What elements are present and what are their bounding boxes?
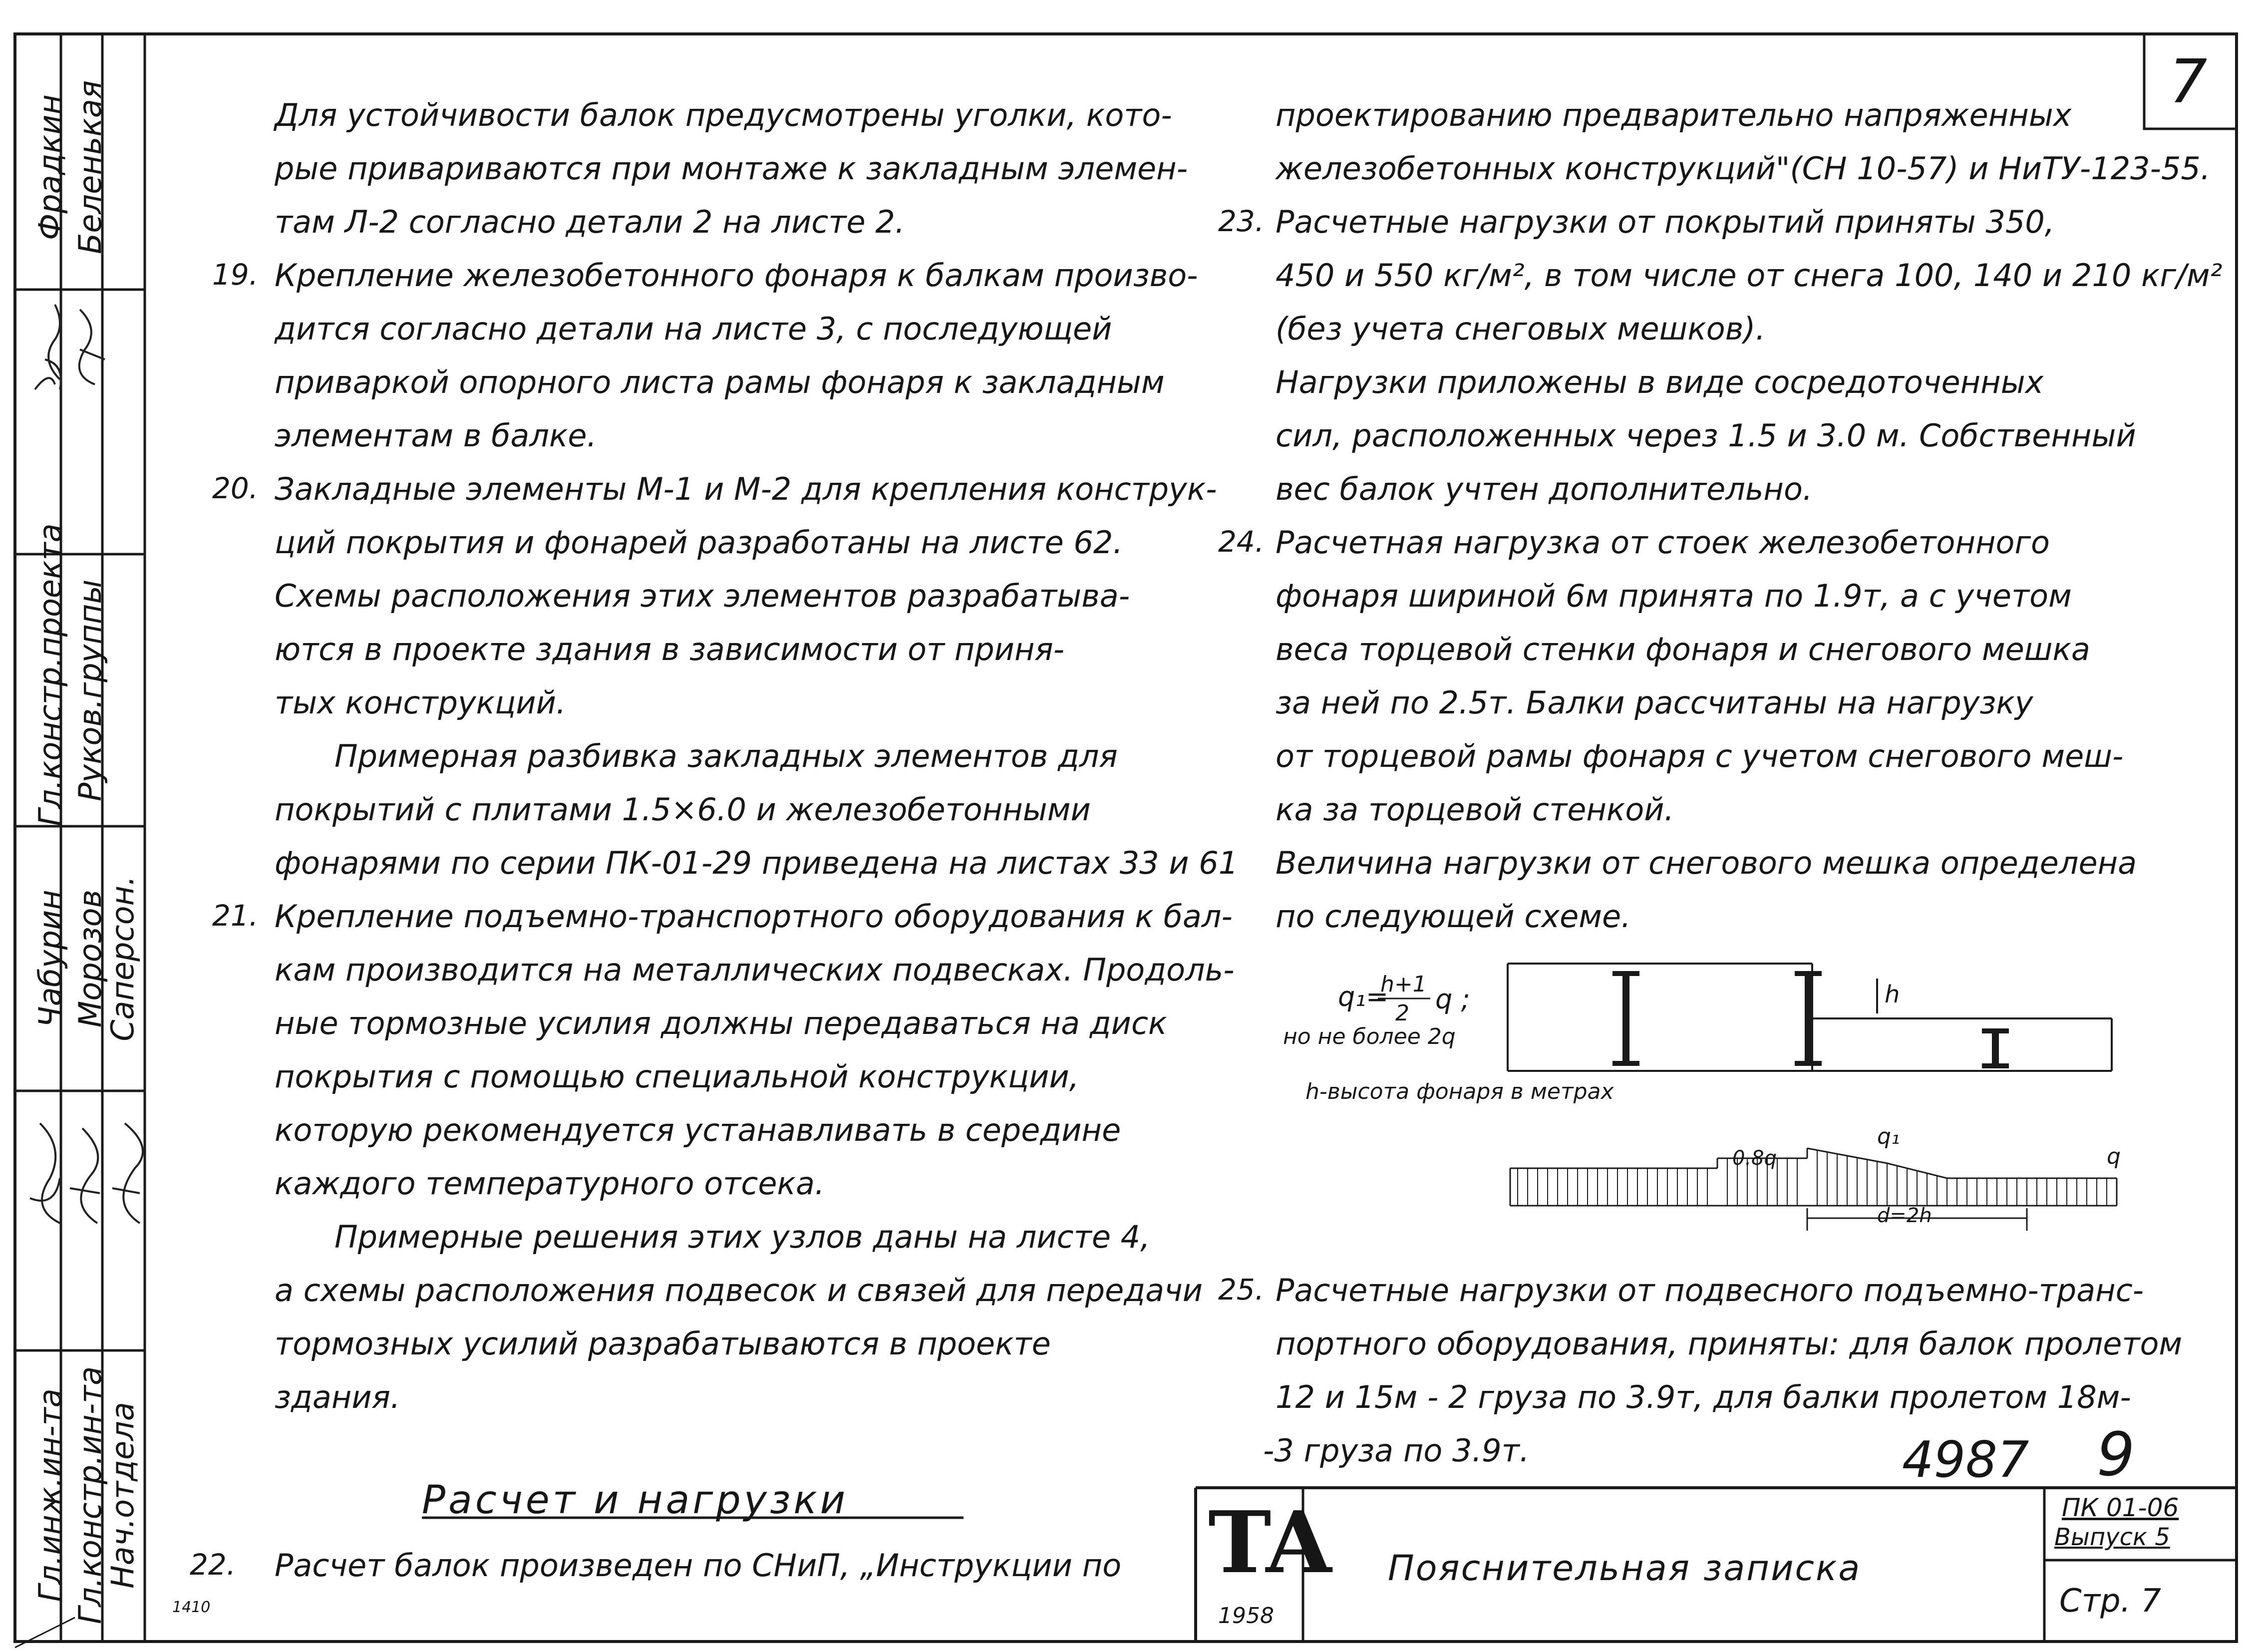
right-line: (без учета снеговых мешков). [1276, 311, 1766, 347]
left-line: дится согласно детали на листе 3, с последующей [275, 311, 1112, 347]
dimension-label: d=2h [1877, 1204, 1932, 1227]
stamp-name-morozov: Морозов [72, 889, 108, 1028]
height-label: h [1885, 981, 1900, 1008]
left-line: элементам в балке. [275, 417, 597, 454]
logo-year: 1958 [1218, 1603, 1274, 1629]
right-line: 450 и 550 кг/м², в том числе от снега 100, 140 и 210 кг/м² [1276, 257, 2223, 294]
stamp-name-saperson: Саперсон. [104, 876, 141, 1041]
item22-text: Расчет балок произведен по СНиП, „Инструкции по [275, 1547, 1122, 1584]
right-line: за ней по 2.5т. Балки рассчитаны на нагрузку [1276, 684, 2033, 721]
issue-number: Выпуск 5 [2054, 1523, 2170, 1551]
item-number-23: 23. [1218, 204, 1265, 238]
right-line: Расчетная нагрузка от стоек железобетонного [1276, 524, 2050, 561]
left-line: Для устойчивости балок предусмотрены уголки, кото- [275, 97, 1172, 133]
left-line: тых конструкций. [275, 684, 566, 721]
stamp-name-fradkin: Фрадкин [32, 94, 68, 240]
left-line: Схемы расположения этих элементов разрабатыва- [275, 578, 1130, 614]
right-line: по следующей схеме. [1276, 898, 1631, 935]
left-line: рые привариваются при монтаже к закладным элемен- [275, 150, 1188, 187]
right-line: веса торцевой стенки фонаря и снегового мешка [1276, 631, 2090, 667]
formula-lhs: q₁= [1338, 981, 1389, 1012]
item-number-21: 21. [212, 899, 259, 933]
stamp-role-chief-constructor: Гл.констр.ин-та [72, 1366, 108, 1625]
formula-rhs: q ; [1435, 984, 1470, 1015]
item25-line: 12 и 15м - 2 груза по 3.9т, для балки пролетом 18м- [1276, 1379, 2131, 1415]
item25-line: Расчетные нагрузки от подвесного подъемно-транс- [1276, 1272, 2144, 1309]
left-line: а схемы расположения подвесок и связей для передачи [275, 1272, 1203, 1309]
item25-line: -3 груза по 3.9т. [1263, 1432, 1530, 1469]
right-line: проектированию предварительно напряженных [1276, 97, 2072, 133]
left-line: Примерные решения этих узлов даны на листе 4, [334, 1219, 1150, 1255]
left-line: ные тормозные усилия должны передаваться на диск [275, 1005, 1167, 1041]
left-line: ются в проекте здания в зависимости от приня- [275, 631, 1065, 667]
corner-mark: 1410 [172, 1599, 211, 1616]
left-line: которую рекомендуется устанавливать в середине [275, 1112, 1121, 1148]
load-label-q: q [2107, 1144, 2121, 1169]
formula-denominator: 2 [1395, 1000, 1409, 1026]
right-line: ка за торцевой стенкой. [1276, 791, 1674, 828]
item-number-24: 24. [1218, 525, 1265, 559]
left-line: Крепление железобетонного фонаря к балкам произво- [275, 257, 1198, 294]
left-line: приваркой опорного листа рамы фонаря к закладным [275, 364, 1165, 400]
stamp-role-chief-designer: Гл.констр.проекта [32, 523, 68, 826]
item-number-25: 25. [1218, 1273, 1265, 1307]
formula-note: но не более 2q [1283, 1024, 1456, 1049]
stamp-name-chaburin: Чабурин [32, 890, 68, 1027]
load-label-08q: 0.8q [1732, 1147, 1777, 1170]
left-line: фонарями по серии ПК-01-29 приведена на листах 33 и 61 [275, 845, 1239, 881]
institute-logo: ТА [1208, 1493, 1326, 1593]
page-number: 7 [2169, 47, 2208, 117]
series-number: ПК 01-06 [2062, 1493, 2179, 1522]
left-line: тормозных усилий разрабатываются в проекте [275, 1325, 1051, 1362]
item-number-19: 19. [212, 258, 259, 292]
page-label: Стр. 7 [2059, 1583, 2161, 1620]
height-caption: h-высота фонаря в метрах [1305, 1079, 1614, 1104]
item25-line: портного оборудования, приняты: для балок пролетом [1276, 1325, 2183, 1362]
item-number-22: 22. [190, 1548, 236, 1582]
left-line: каждого температурного отсека. [275, 1165, 825, 1202]
document-title: Пояснительная записка [1388, 1548, 1862, 1589]
left-line: Закладные элементы М-1 и М-2 для крепления конструк- [275, 471, 1217, 507]
right-line: Расчетные нагрузки от покрытий приняты 350, [1276, 204, 2055, 240]
left-line: здания. [275, 1379, 400, 1415]
stamp-role-group-head: Руков.группы [72, 579, 108, 801]
right-line: Величина нагрузки от снегового мешка определена [1276, 845, 2137, 881]
handwritten-number: 4987 [1902, 1430, 2029, 1489]
right-line: вес балок учтен дополнительно. [1276, 471, 1813, 507]
item-number-20: 20. [212, 471, 259, 505]
formula-numerator: h+1 [1380, 972, 1427, 997]
stamp-role-chief-engineer: Гл.инж.ин-та [32, 1388, 68, 1602]
left-line: кам производится на металлических подвесках. Продоль- [275, 952, 1235, 988]
right-line: от торцевой рамы фонаря с учетом снегового меш- [1276, 738, 2124, 774]
left-line: покрытия с помощью специальной конструкции, [275, 1058, 1079, 1095]
right-line: железобетонных конструкций"(СН 10-57) и НиТУ-123-55. [1276, 150, 2211, 187]
stamp-name-belenkaya: Беленькая [72, 80, 108, 255]
right-line: Нагрузки приложены в виде сосредоточенных [1276, 364, 2044, 400]
right-line: сил, расположенных через 1.5 и 3.0 м. Собственный [1276, 417, 2136, 454]
left-line: Примерная разбивка закладных элементов для [334, 738, 1118, 774]
section-title: Расчет и нагрузки [422, 1478, 849, 1523]
stamp-role-dept-head: Нач.отдела [104, 1402, 141, 1589]
left-line: там Л-2 согласно детали 2 на листе 2. [275, 204, 905, 240]
handwritten-number-2: 9 [2097, 1420, 2135, 1490]
right-line: фонаря шириной 6м принята по 1.9т, а с учетом [1276, 578, 2072, 614]
left-line: Крепление подъемно-транспортного оборудования к бал- [275, 898, 1233, 935]
left-line: ций покрытия и фонарей разработаны на листе 62. [275, 524, 1123, 561]
load-label-q1: q₁ [1877, 1124, 1900, 1149]
left-line: покрытий с плитами 1.5×6.0 и железобетонными [275, 791, 1091, 828]
